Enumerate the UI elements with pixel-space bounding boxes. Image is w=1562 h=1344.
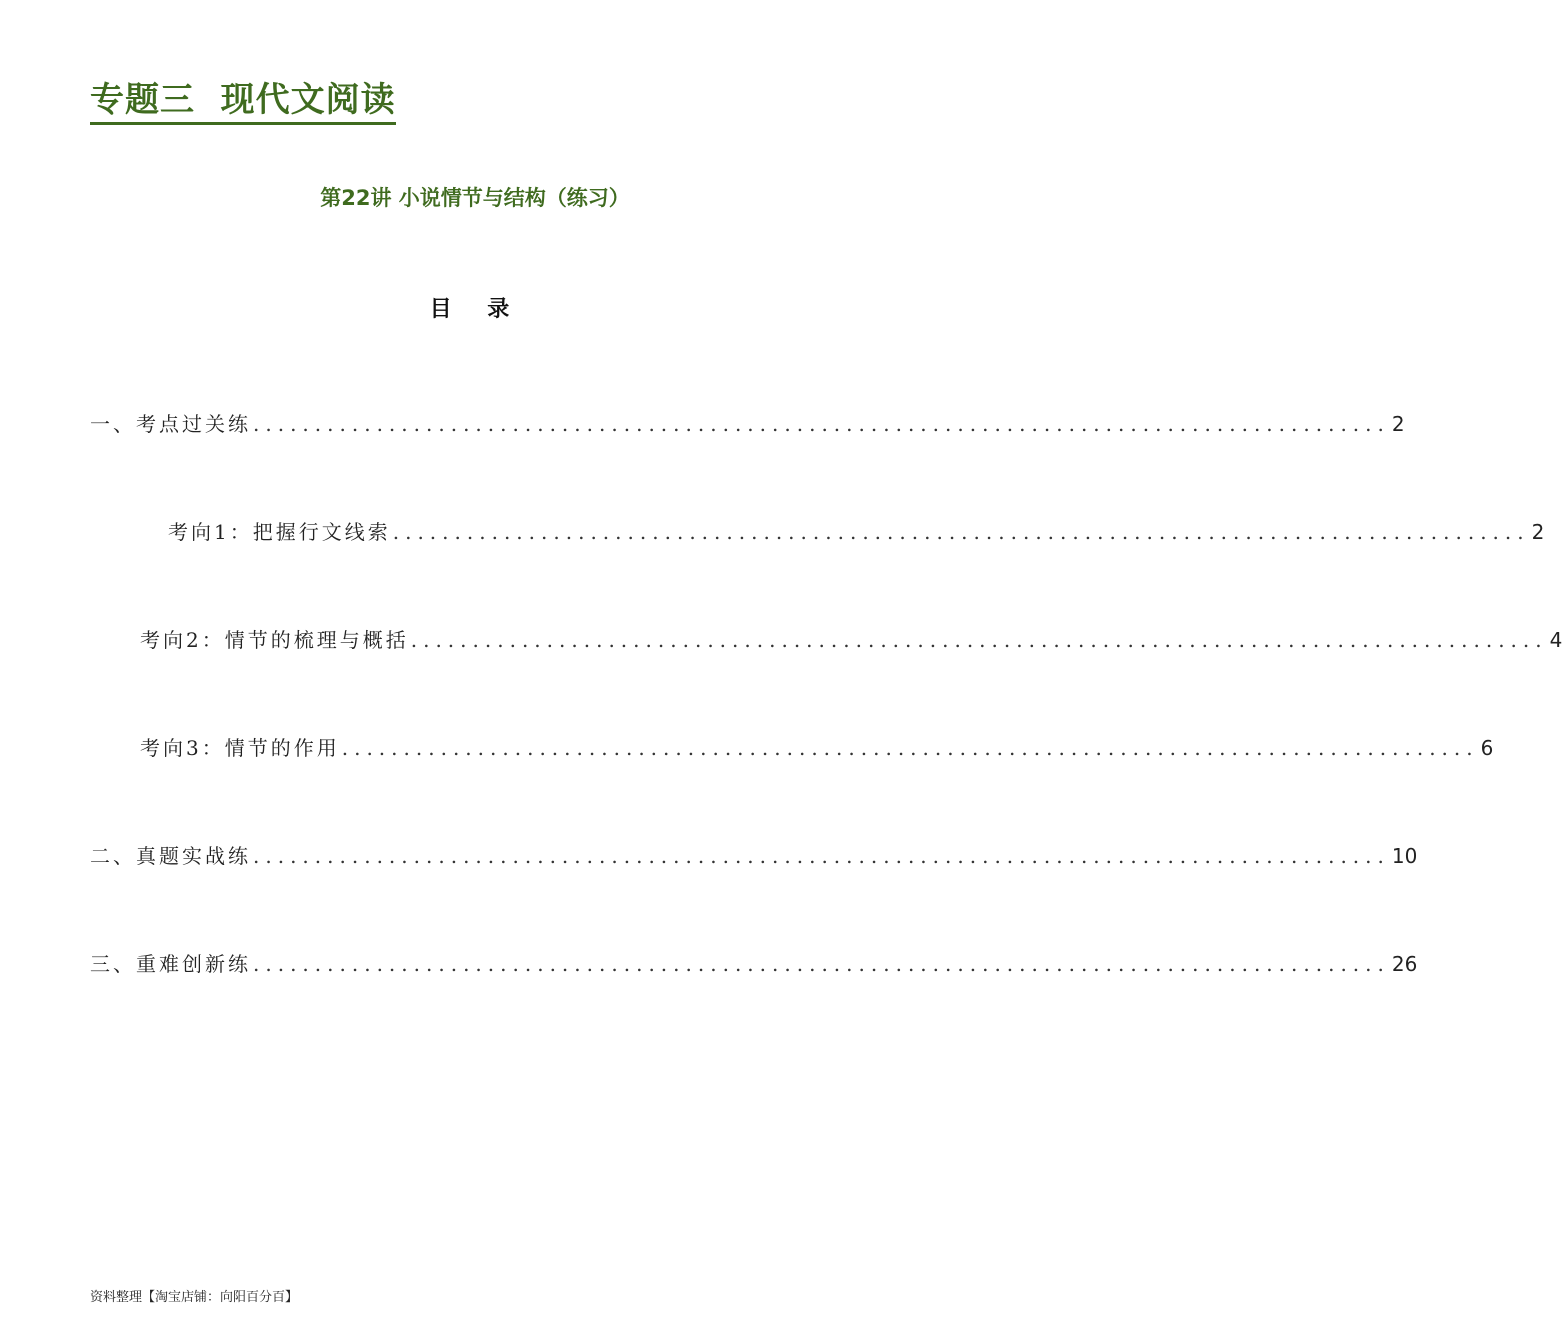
toc-leader-dots: ............................................................................................ xyxy=(253,952,1390,976)
toc-entry-2[interactable] xyxy=(168,516,1545,546)
toc-entry-3[interactable] xyxy=(140,624,1562,654)
toc-entry-4[interactable] xyxy=(140,732,1494,762)
toc-entry-page: 2 xyxy=(1391,412,1405,436)
footer-note: 资料整理【淘宝店铺：向阳百分百】 xyxy=(90,1290,299,1305)
toc-entry-6[interactable] xyxy=(90,948,1418,978)
toc-heading: 目 录 xyxy=(429,297,511,322)
toc-entry-1[interactable] xyxy=(90,408,1405,438)
toc-leader-dots: ............................................................................................ xyxy=(341,736,1479,760)
toc-entry-page: 6 xyxy=(1480,736,1494,760)
toc-leader-dots: ............................................................................................ xyxy=(253,412,1390,436)
toc-entry-label: 考向2：情节的梳理与概括 xyxy=(140,628,409,652)
toc-entry-label: 一、考点过关练 xyxy=(90,412,251,436)
toc-entry-label: 考向3：情节的作用 xyxy=(140,736,340,760)
toc-entry-page: 4 xyxy=(1549,628,1562,652)
toc-entry-page: 10 xyxy=(1391,844,1418,868)
toc-entry-label: 考向1：把握行文线索 xyxy=(168,520,391,544)
toc-entry-label: 三、重难创新练 xyxy=(90,952,251,976)
toc-entry-5[interactable] xyxy=(90,840,1418,870)
toc-leader-dots: ............................................................................................ xyxy=(253,844,1390,868)
topic-title: 专题三 现代文阅读 xyxy=(90,78,396,125)
toc-leader-dots: ............................................................................................ xyxy=(410,628,1548,652)
toc-entry-label: 二、真题实战练 xyxy=(90,844,251,868)
toc-leader-dots: ............................................................................................ xyxy=(392,520,1530,544)
lecture-title: 第22讲 小说情节与结构（练习） xyxy=(320,186,630,210)
toc-entry-page: 26 xyxy=(1391,952,1418,976)
toc-entry-page: 2 xyxy=(1531,520,1545,544)
